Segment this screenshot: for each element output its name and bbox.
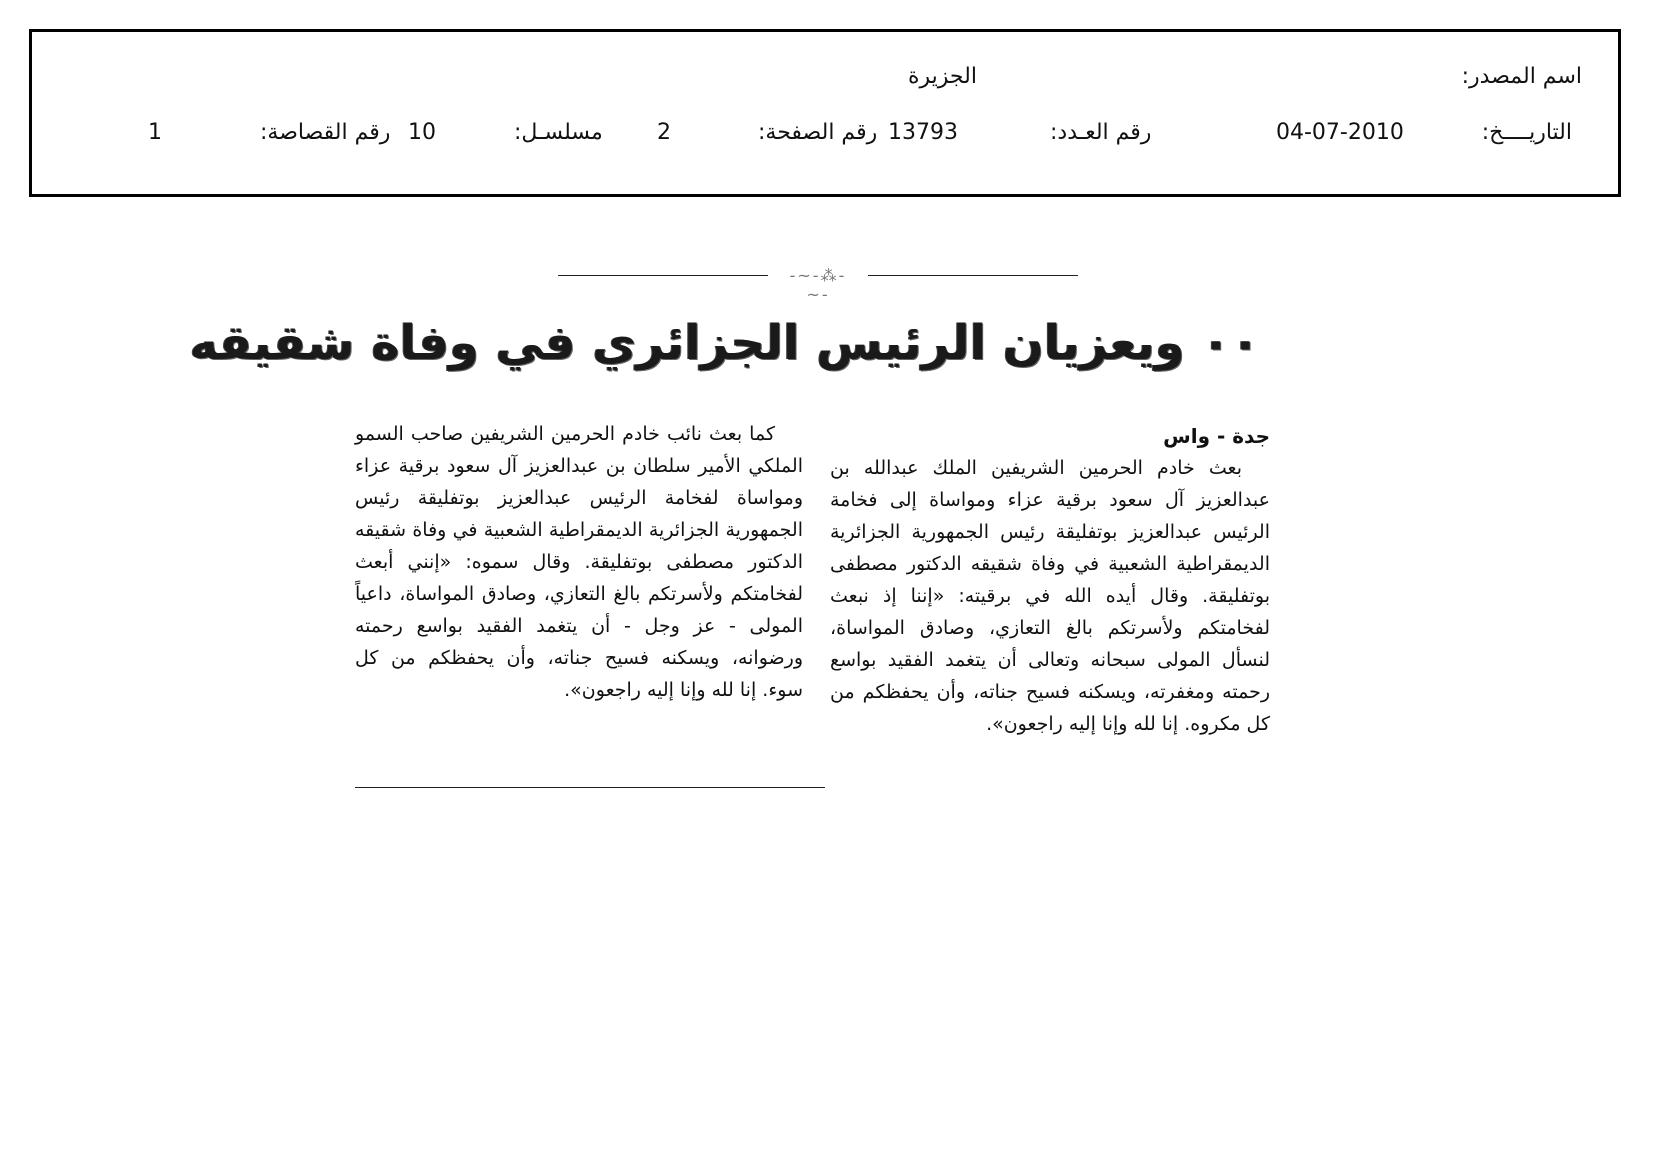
date-label: التاريــــخ: <box>1481 120 1572 145</box>
source-label: اسم المصدر: <box>1461 64 1582 89</box>
page-value: 2 <box>657 120 671 145</box>
article-end-rule <box>355 787 825 788</box>
article-headline: ٠٠ ويعزيان الرئيس الجزائري في وفاة شقيقه <box>189 315 1260 371</box>
article-dateline: جدة - واس <box>1163 424 1270 448</box>
clip-label: رقم القصاصة: <box>260 120 391 145</box>
headline-ornament <box>558 264 1078 304</box>
issue-value: 13793 <box>888 120 958 145</box>
source-value: الجزيرة <box>908 64 977 89</box>
serial-label: مسلسـل: <box>514 120 603 145</box>
issue-label: رقم العـدد: <box>1050 120 1152 145</box>
ornament-line-right <box>868 275 1078 276</box>
article-column-right <box>830 420 1270 740</box>
date-value: 04-07-2010 <box>1276 120 1404 145</box>
article-paragraph-left: كما بعث نائب خادم الحرمين الشريفين صاحب السمو الملكي الأمير سلطان بن عبدالعزيز آل سعود برقية عزاء ومواساة لفخامة الرئيس عبدالعزيز بوتفليقة رئيس الجمهورية الجزائرية الديمقراطية الشعبية في وفاة شقيقه الدكتور مصطفى بوتفليقة. وقال سموه: «إنني أبعث لفخامتكم ولأسرتكم بالغ التعازي، وصادق المواساة، داعياً المولى - عز وجل - أن يتغمد الفقيد بواسع رحمته ورضوانه، ويسكنه فسيح جناته، وأن يحفظكم من كل سوء. إنا لله وإنا إليه راجعون». <box>355 423 803 701</box>
ornament-glyph: -~-⁂-~- <box>789 266 847 304</box>
clip-value: 1 <box>148 120 162 145</box>
article-column-left <box>355 418 803 706</box>
article-paragraph-right: بعث خادم الحرمين الشريفين الملك عبدالله بن عبدالعزيز آل سعود برقية عزاء ومواساة إلى فخامة الرئيس عبدالعزيز بوتفليقة رئيس الجمهورية الجزائرية الديمقراطية الشعبية في وفاة شقيقه الدكتور مصطفى بوتفليقة. وقال أيده الله في برقيته: «إننا إذ نبعث لفخامتكم ولأسرتكم بالغ التعازي، وصادق المواساة، لنسأل المولى سبحانه وتعالى أن يتغمد الفقيد بواسع رحمته ومغفرته، ويسكنه فسيح جناته، وأن يحفظكم من كل مكروه. إنا لله وإنا إليه راجعون». <box>830 457 1270 735</box>
serial-value: 10 <box>408 120 436 145</box>
ornament-line-left <box>558 275 768 276</box>
clipping-header-box <box>29 29 1621 197</box>
page-label: رقم الصفحة: <box>758 120 878 145</box>
